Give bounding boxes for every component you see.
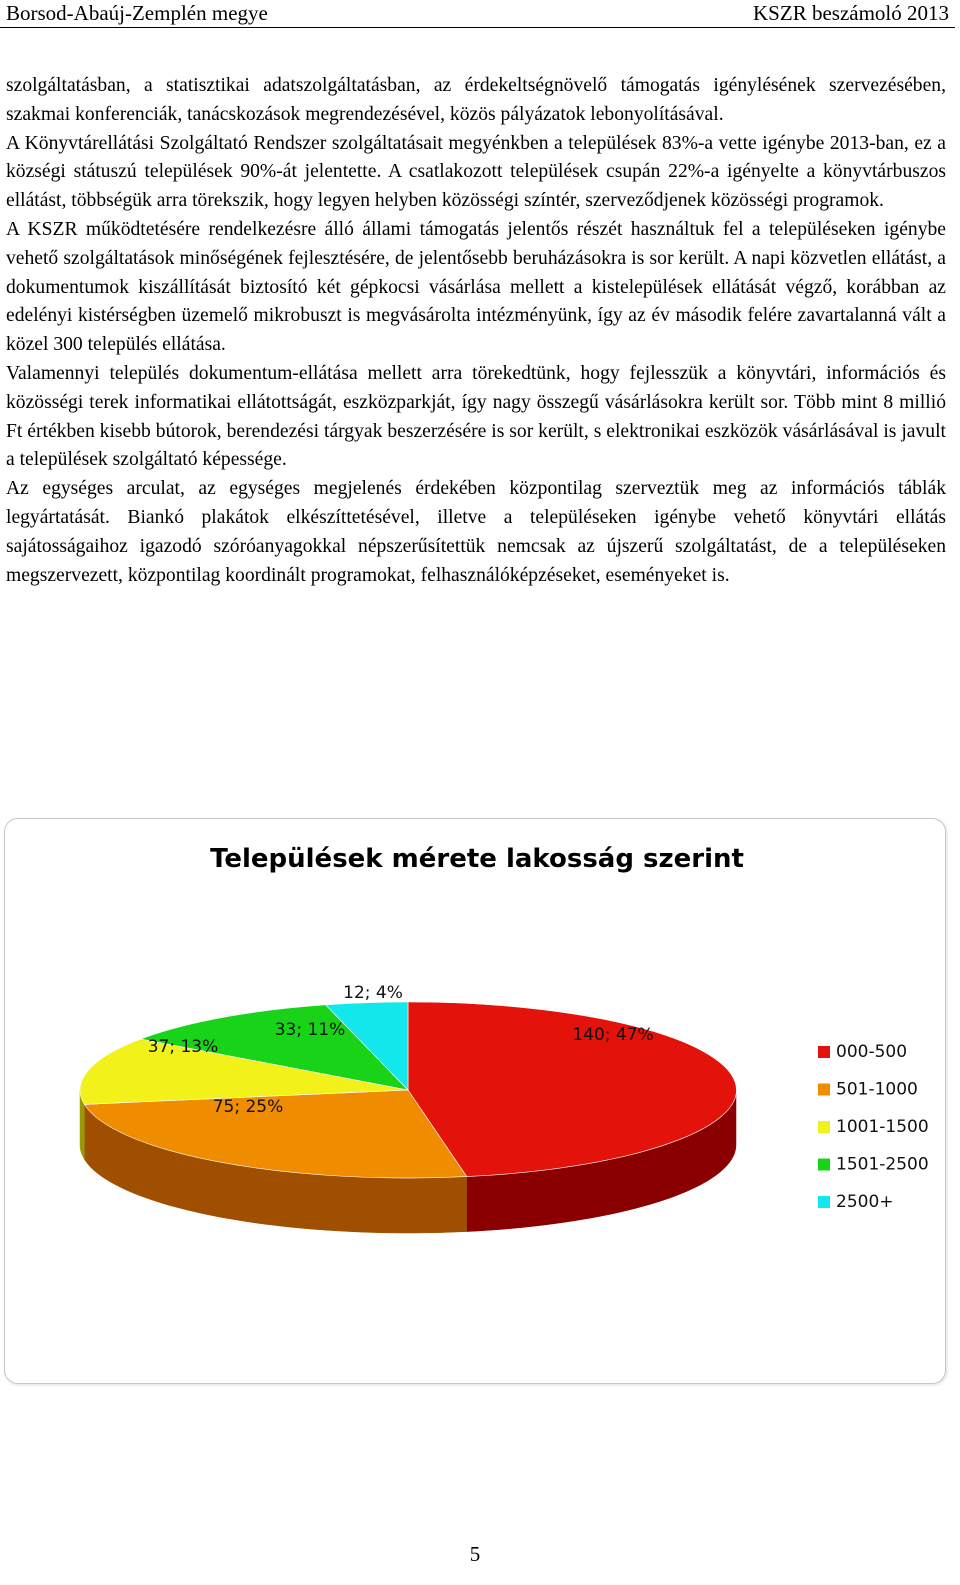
legend-swatch <box>818 1121 830 1133</box>
header-report-title: KSZR beszámoló 2013 <box>753 1 949 25</box>
paragraph: szolgáltatásban, a statisztikai adatszolgáltatásban, az érdekeltségnövelő támogatás igénylésének szervezésében, szakmai konferenciák, tanácskozások megrendezésével, közös pályázatok lebonyolításával. <box>6 75 946 125</box>
legend-label: 501-1000 <box>836 1079 918 1100</box>
legend-swatch <box>818 1159 830 1171</box>
paragraph: Valamennyi település dokumentum-ellátása mellett arra törekedtünk, hogy fejlesszük a könyvtári, információs és közösségi terek informatikai ellátottságát, eszközparkját, így nagy összegű vásárlásokra került sor. Több mint 8 millió Ft értékben kisebb bútorok, berendezési tárgyak beszerzésére is sor került, s elektronikai eszközök vásárlásával is javult a települések szolgáltató képessége. <box>6 362 946 471</box>
legend-label: 1001-1500 <box>836 1117 929 1137</box>
legend-label: 2500+ <box>836 1192 894 1212</box>
chart-legend <box>818 1042 929 1212</box>
data-label: 140; 47% <box>572 1025 654 1045</box>
data-label: 33; 11% <box>274 1020 346 1040</box>
pie-chart-svg <box>5 819 947 1385</box>
data-label: 75; 25% <box>212 1097 284 1117</box>
pie-chart <box>4 818 946 1384</box>
data-label: 12; 4% <box>343 983 403 1003</box>
paragraph: Az egységes arculat, az egységes megjelenés érdekében központilag szerveztük meg az információs táblák legyártatását. Biankó plakátok elkészíttetésével, illetve a településeken igénybe vehető könyvtári ellátás sajátosságaihoz igazodó szóróanyagokkal népszerűsítettük nemcsak az újszerű szolgáltatást, de a településeken megszervezett, központilag koordinált programokat, felhasználóképzéseket, eseményeket is. <box>6 478 946 586</box>
data-label: 37; 13% <box>147 1037 219 1057</box>
paragraph: A KSZR működtetésére rendelkezésre álló állami támogatás jelentős részét használtuk fel a településeken igénybe vehető szolgáltatások minőségének fejlesztésére, de jelentősebb beruházásokra is sor került. A napi közvetlen ellátást, a dokumentumok kiszállítását biztosító két gépkocsi vásárlása mellett a kistelepülések ellátását végző, korábban az edelényi kistérségben üzemelő mikrobuszt is megvásárolta intézményünk, így az év második felére zavartalanná vált a közel 300 település ellátása. <box>6 218 946 356</box>
paragraph: A Könyvtárellátási Szolgáltató Rendszer szolgáltatásait megyénkben a települések 83%-a vette igénybe 2013-ban, ez a községi státuszú települések 90%-át jelentette. A csatlakozott települések csupán 22%-a igényelte a könyvtárbuszos ellátást, többségük arra törekszik, hogy legyen helyben közösségi színtér, szerveződjenek közösségi programok. <box>6 132 946 212</box>
page-number: 5 <box>469 1542 481 1566</box>
legend-swatch <box>818 1196 830 1208</box>
header-county: Borsod-Abaúj-Zemplén megye <box>6 1 268 25</box>
legend-label: 1501-2500 <box>836 1154 929 1175</box>
page-header <box>0 0 955 28</box>
chart-title: Települések mérete lakosság szerint <box>210 844 744 874</box>
legend-swatch <box>818 1046 830 1058</box>
legend-label: 000-500 <box>836 1042 908 1062</box>
body-text <box>6 72 946 590</box>
legend-swatch <box>818 1084 830 1096</box>
